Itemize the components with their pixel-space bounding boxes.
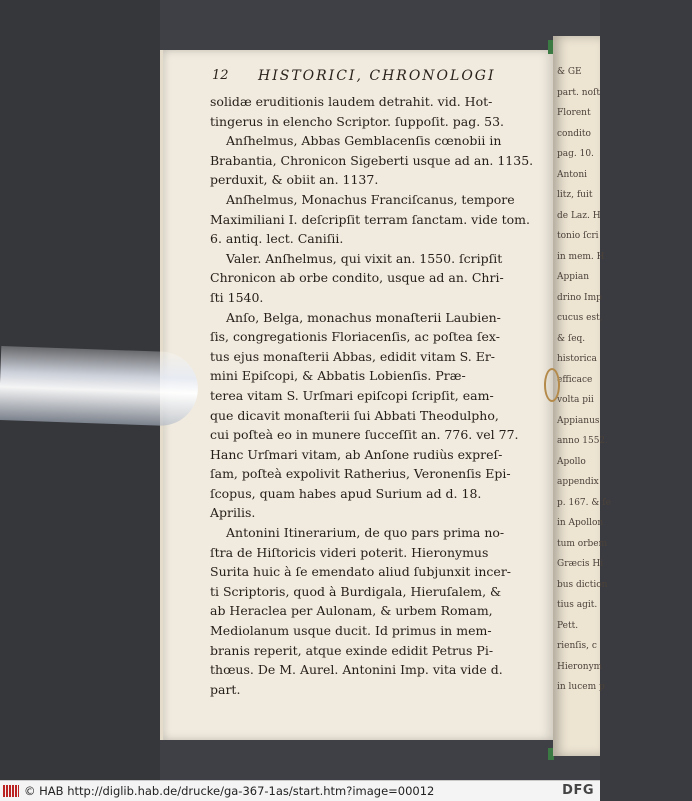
text-line: part. (210, 681, 241, 697)
facing-page-fragment: tonio ſcri (557, 231, 599, 241)
facing-page-fragment: Appian (557, 272, 590, 282)
text-line: ab Heraclea per Aulonam, & urbem Romam, (210, 603, 493, 619)
facing-page-fragment: Hieronym (557, 661, 603, 672)
hab-logo-icon (3, 785, 19, 797)
page-text (210, 92, 532, 699)
text-line: ſam, poſteà expolivit Ratherius, Veronenſis Epi- (210, 466, 511, 482)
facing-page-fragment: & GE (557, 67, 582, 77)
facing-page-fragment: efficace (557, 374, 593, 385)
text-line: cui poſteà eo in munere ſucceſſit an. 776. vel 77. (210, 427, 519, 443)
facing-page-fragment: in mem. H (557, 251, 605, 262)
footer-bar (0, 780, 600, 801)
facing-page-fragment: drino Imp (557, 292, 602, 303)
text-line: ſti 1540. (210, 289, 264, 305)
facing-page-fragment: in Apollon (557, 518, 604, 528)
facing-page-fragment: historica (557, 354, 597, 364)
facing-page-fragment: p. 167. & ſe (557, 497, 611, 508)
text-line: Chronicon ab orbe condito, usque ad an. Chri- (210, 270, 504, 286)
running-title: HISTORICI, CHRONOLOGI (258, 68, 496, 84)
facing-page-fragment: in lucem p (557, 682, 605, 692)
text-line: ſcopus, quam habes apud Surium ad d. 18. (210, 485, 482, 501)
text-line: Hanc Urſmari vitam, ab Anſone rudiùs expreſ- (210, 446, 503, 462)
paper-stain (544, 368, 560, 402)
text-line: Maximiliani I. deſcripſit terram ſanctam. vide tom. (210, 211, 530, 227)
facing-page (553, 36, 611, 756)
facing-page-fragment: anno 1552. (557, 436, 609, 446)
facing-page-fragment: Florent (557, 108, 591, 118)
text-line: mini Epiſcopi, & Abbatis Lobienſis. Præ- (210, 368, 466, 384)
text-line: ſtra de Hiſtoricis videri poterit. Hieronymus (210, 544, 489, 560)
facing-page-fragment: part. noſt (557, 87, 600, 98)
text-line: tingerus in elencho Scriptor. ſuppoſit. pag. 53. (210, 113, 505, 129)
facing-page-fragment: condito (557, 128, 591, 139)
text-line: Surita huic à ſe emendato aliud ſubjunxit incer- (210, 564, 512, 580)
dfg-logo: DFG (562, 783, 594, 798)
facing-page-fragment: Græcis Hi (557, 559, 604, 569)
text-line: Aprilis. (210, 505, 256, 521)
facing-page-fragment: appendix (557, 477, 599, 487)
facing-page-fragment: cucus est, (557, 313, 603, 323)
text-line: ti Scriptoris, quod à Burdigala, Hieruſalem, & (210, 583, 502, 599)
facing-page-fragment: bus diction (557, 579, 608, 590)
text-line: Anſo, Belga, monachus monaſterii Laubien- (226, 309, 501, 325)
text-line: Anſhelmus, Monachus Franciſcanus, tempore (226, 191, 515, 207)
text-line: terea vitam S. Urſmari epiſcopi ſcripſit, eam- (210, 387, 494, 403)
text-line: branis reperit, atque exinde edidit Petrus Pi- (210, 642, 494, 658)
text-line: Mediolanum usque ducit. Id primus in mem- (210, 623, 492, 639)
facing-page-fragment: Apollo (557, 456, 586, 467)
facing-page-fragment: volta pii (557, 395, 594, 405)
facing-page-fragment: Pett. (557, 620, 579, 631)
text-line: ſis, congregationis Floriacenſis, ac poſtea ſex- (210, 329, 500, 345)
facing-page-fragment: & ſeq. (557, 333, 586, 344)
facing-page-fragment: litz, fuit (557, 190, 593, 200)
facing-page-fragment: tum orbem (557, 538, 608, 549)
text-line: 6. antiq. lect. Caniſii. (210, 231, 344, 247)
facing-page-fragment: rienſis, c (557, 641, 597, 651)
text-line: Antonini Itinerarium, de quo pars prima no- (226, 525, 505, 541)
text-line: Brabantia, Chronicon Sigeberti usque ad an. 1135. (210, 152, 534, 168)
text-line: que dicavit monaſterii ſui Abbati Theodulpho, (210, 407, 499, 423)
facing-page-fragment: tius agit. (557, 600, 598, 610)
footer-copyright-link[interactable]: © HAB http://diglib.hab.de/drucke/ga-367-1as/start.htm?image=00012 (24, 784, 435, 798)
page-number: 12 (212, 68, 229, 83)
page-header (212, 68, 692, 88)
glass-rod-overlay (0, 346, 199, 427)
facing-page-fragment: Appianus (557, 415, 600, 426)
text-line: solidæ eruditionis laudem detrahit. vid. Hot- (210, 94, 493, 109)
text-line: thœus. De M. Aurel. Antonini Imp. vita vide d. (210, 662, 503, 678)
text-line: Valer. Anſhelmus, qui vixit an. 1550. ſcripſit (226, 250, 503, 266)
text-line: Anſhelmus, Abbas Gemblacenſis cœnobii in (226, 133, 502, 149)
text-line: tus ejus monaſterii Abbas, edidit vitam S. Er- (210, 348, 496, 364)
text-line: perduxit, & obiit an. 1137. (210, 172, 379, 188)
facing-page-fragment: Antoni (557, 169, 588, 180)
facing-page-fragment: de Laz. H (557, 210, 601, 221)
facing-page-fragment: pag. 10. (557, 149, 594, 159)
